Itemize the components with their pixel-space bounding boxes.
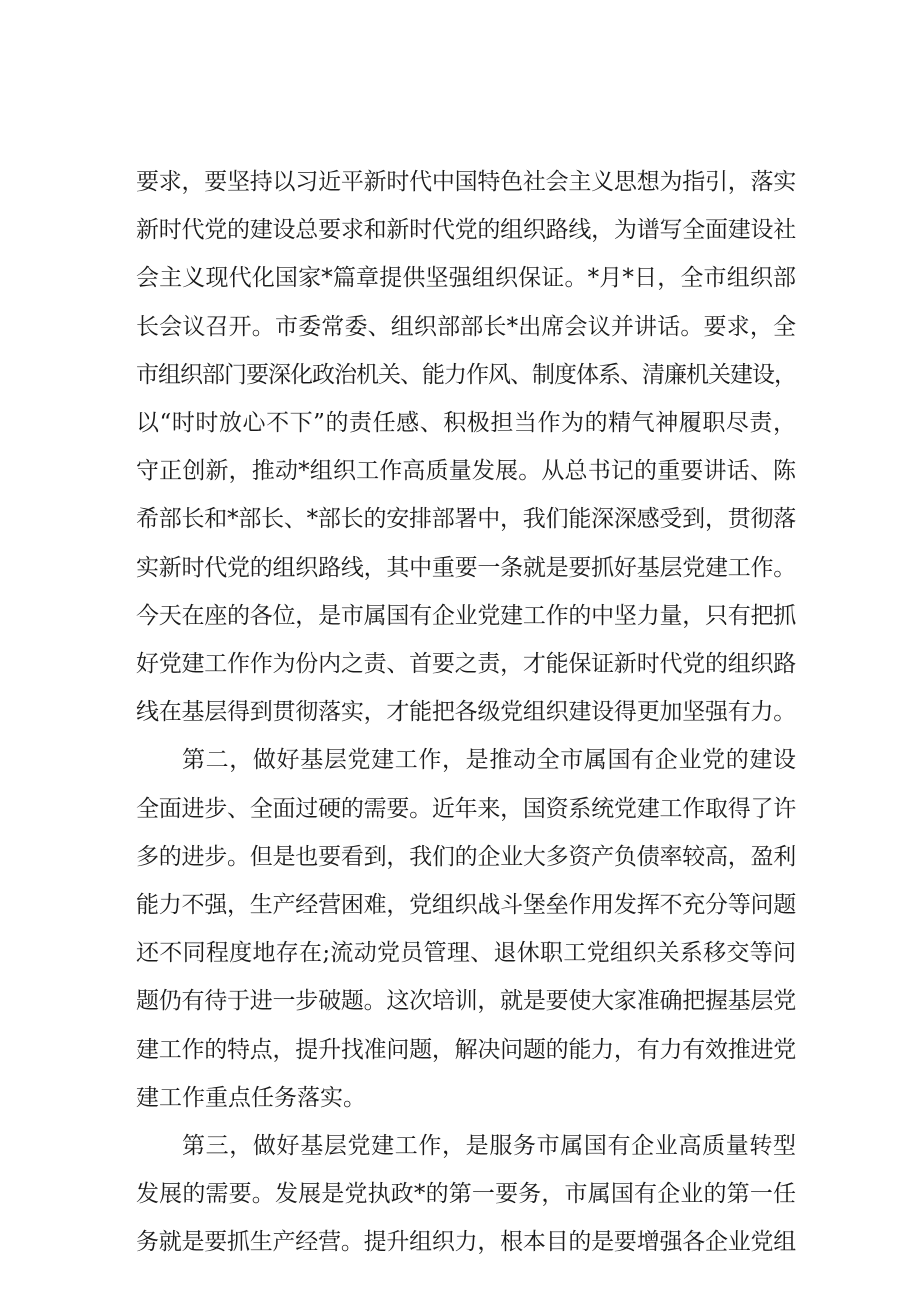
text-line: 第二，做好基层党建工作，是推动全市属国有企业党的建设 bbox=[182, 747, 796, 774]
document-body bbox=[136, 158, 796, 1267]
text-line: 多的进步。但是也要看到，我们的企业大多资产负债率较高，盈利 bbox=[136, 843, 796, 870]
text-line: 建工作的特点，提升找准问题，解决问题的能力，有力有效推进党 bbox=[136, 1036, 796, 1063]
text-line: 题仍有待于进一步破题。这次培训，就是要使大家准确把握基层党 bbox=[136, 988, 796, 1015]
text-line: 希部长和*部长、*部长的安排部署中，我们能深深感受到，贯彻落 bbox=[136, 506, 796, 533]
text-line: 建工作重点任务落实。 bbox=[136, 1084, 366, 1111]
text-line: 以“时时放心不下”的责任感、积极担当作为的精气神履职尽责， bbox=[136, 410, 796, 437]
text-line: 务就是要抓生产经营。提升组织力，根本目的是要增强各企业党组 bbox=[136, 1229, 796, 1256]
text-line: 全面进步、全面过硬的需要。近年来，国资系统党建工作取得了许 bbox=[136, 795, 796, 822]
text-line: 市组织部门要深化政治机关、能力作风、制度体系、清廉机关建设， bbox=[136, 361, 796, 388]
text-line: 发展的需要。发展是党执政*的第一要务，市属国有企业的第一任 bbox=[136, 1181, 796, 1208]
text-line: 能力不强，生产经营困难，党组织战斗堡垒作用发挥不充分等问题 bbox=[136, 892, 796, 919]
paragraph-2 bbox=[136, 736, 796, 1122]
text-line: 第三，做好基层党建工作，是服务市属国有企业高质量转型 bbox=[182, 1133, 796, 1160]
paragraph-1 bbox=[136, 158, 796, 736]
text-line: 守正创新，推动*组织工作高质量发展。从总书记的重要讲话、陈 bbox=[136, 458, 796, 485]
text-line: 要求，要坚持以习近平新时代中国特色社会主义思想为指引，落实 bbox=[136, 169, 796, 195]
text-line: 会主义现代化国家*篇章提供坚强组织保证。*月*日，全市组织部 bbox=[136, 265, 796, 292]
text-line: 今天在座的各位，是市属国有企业党建工作的中坚力量，只有把抓 bbox=[136, 602, 796, 629]
text-line: 还不同程度地存在;流动党员管理、退休职工党组织关系移交等问 bbox=[136, 940, 796, 967]
text-line: 新时代党的建设总要求和新时代党的组织路线，为谱写全面建设社 bbox=[136, 217, 796, 244]
paragraph-3 bbox=[136, 1122, 796, 1267]
text-line: 好党建工作作为份内之责、首要之责，才能保证新时代党的组织路 bbox=[136, 651, 796, 678]
text-line: 实新时代党的组织路线，其中重要一条就是要抓好基层党建工作。 bbox=[136, 554, 796, 581]
text-line: 长会议召开。市委常委、组织部部长*出席会议并讲话。要求，全 bbox=[136, 313, 796, 340]
text-line: 线在基层得到贯彻落实，才能把各级党组织建设得更加坚强有力。 bbox=[136, 699, 796, 726]
